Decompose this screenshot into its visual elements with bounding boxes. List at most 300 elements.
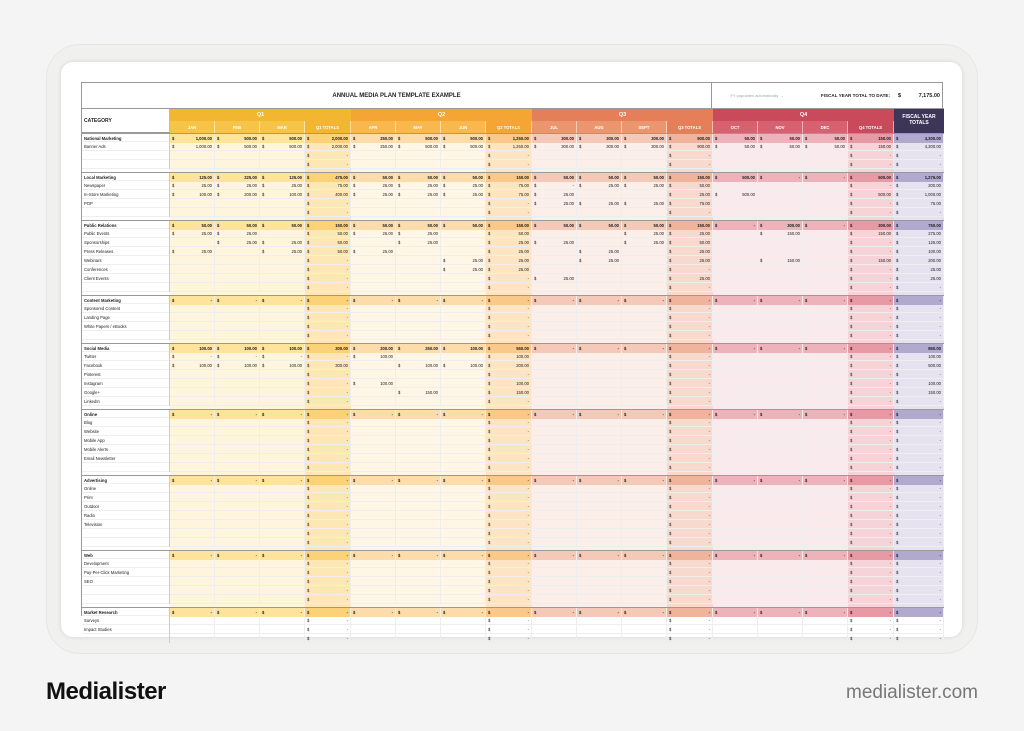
table-cell[interactable]	[486, 352, 532, 361]
table-cell[interactable]	[441, 247, 486, 256]
table-cell[interactable]	[170, 199, 215, 208]
table-cell[interactable]	[260, 511, 305, 520]
table-cell[interactable]	[622, 151, 667, 160]
table-cell[interactable]	[622, 331, 667, 340]
table-cell[interactable]	[305, 577, 351, 586]
table-cell[interactable]	[486, 304, 532, 313]
table-cell[interactable]	[260, 586, 305, 595]
table-cell[interactable]	[758, 361, 803, 370]
table-cell[interactable]	[532, 361, 577, 370]
table-cell[interactable]	[486, 151, 532, 160]
table-cell[interactable]	[532, 274, 577, 283]
row-label[interactable]	[82, 529, 170, 538]
table-cell[interactable]	[758, 265, 803, 274]
table-cell[interactable]	[441, 445, 486, 454]
table-cell[interactable]	[622, 595, 667, 604]
table-cell[interactable]	[532, 520, 577, 529]
table-cell[interactable]	[486, 265, 532, 274]
table-cell[interactable]	[577, 160, 622, 169]
table-cell[interactable]	[758, 520, 803, 529]
table-cell[interactable]	[848, 331, 894, 340]
table-cell[interactable]	[667, 493, 713, 502]
table-cell[interactable]	[848, 352, 894, 361]
table-cell[interactable]	[758, 397, 803, 406]
table-cell[interactable]	[758, 247, 803, 256]
row-label[interactable]	[82, 463, 170, 472]
table-cell[interactable]	[170, 283, 215, 292]
table-cell[interactable]	[170, 256, 215, 265]
table-cell[interactable]	[894, 454, 944, 463]
table-cell[interactable]	[532, 256, 577, 265]
table-cell[interactable]	[713, 616, 758, 625]
row-label[interactable]: Google+	[82, 388, 170, 397]
table-cell[interactable]	[305, 352, 351, 361]
table-cell[interactable]	[396, 313, 441, 322]
table-cell[interactable]	[170, 616, 215, 625]
table-cell[interactable]	[894, 568, 944, 577]
table-cell[interactable]	[305, 520, 351, 529]
table-cell[interactable]	[260, 190, 305, 199]
table-cell[interactable]	[532, 181, 577, 190]
table-cell[interactable]	[577, 388, 622, 397]
table-cell[interactable]	[260, 418, 305, 427]
table-cell[interactable]	[170, 370, 215, 379]
table-cell[interactable]	[532, 247, 577, 256]
table-cell[interactable]	[486, 529, 532, 538]
row-label[interactable]: Landing Page	[82, 313, 170, 322]
table-cell[interactable]	[577, 265, 622, 274]
table-cell[interactable]	[758, 511, 803, 520]
table-cell[interactable]	[260, 331, 305, 340]
table-cell[interactable]	[667, 436, 713, 445]
row-label[interactable]	[82, 151, 170, 160]
table-cell[interactable]	[441, 397, 486, 406]
table-cell[interactable]	[803, 484, 848, 493]
table-cell[interactable]	[441, 229, 486, 238]
table-cell[interactable]	[577, 529, 622, 538]
table-cell[interactable]	[713, 463, 758, 472]
table-cell[interactable]	[848, 388, 894, 397]
table-cell[interactable]	[486, 361, 532, 370]
table-cell[interactable]	[713, 436, 758, 445]
table-cell[interactable]	[713, 304, 758, 313]
table-cell[interactable]	[532, 331, 577, 340]
table-cell[interactable]	[215, 142, 260, 151]
table-cell[interactable]	[758, 559, 803, 568]
section-label[interactable]: Public Relations	[82, 221, 170, 230]
table-cell[interactable]	[351, 265, 396, 274]
table-cell[interactable]	[486, 436, 532, 445]
table-cell[interactable]	[396, 370, 441, 379]
table-cell[interactable]	[894, 160, 944, 169]
table-cell[interactable]	[667, 397, 713, 406]
table-cell[interactable]	[894, 493, 944, 502]
table-cell[interactable]	[848, 463, 894, 472]
table-cell[interactable]	[170, 454, 215, 463]
table-cell[interactable]	[486, 322, 532, 331]
table-cell[interactable]	[894, 199, 944, 208]
table-cell[interactable]	[215, 370, 260, 379]
table-cell[interactable]	[532, 559, 577, 568]
table-cell[interactable]	[894, 418, 944, 427]
table-cell[interactable]	[396, 229, 441, 238]
table-cell[interactable]	[803, 586, 848, 595]
table-cell[interactable]	[441, 388, 486, 397]
table-cell[interactable]	[894, 208, 944, 217]
table-cell[interactable]	[667, 445, 713, 454]
table-cell[interactable]	[667, 142, 713, 151]
table-cell[interactable]	[170, 151, 215, 160]
table-cell[interactable]	[305, 529, 351, 538]
table-cell[interactable]	[577, 142, 622, 151]
section-label[interactable]: Advertising	[82, 476, 170, 485]
table-cell[interactable]	[486, 283, 532, 292]
table-cell[interactable]	[441, 238, 486, 247]
table-cell[interactable]	[532, 388, 577, 397]
table-cell[interactable]	[170, 436, 215, 445]
table-cell[interactable]	[305, 370, 351, 379]
table-cell[interactable]	[667, 586, 713, 595]
table-cell[interactable]	[532, 634, 577, 643]
table-cell[interactable]	[848, 304, 894, 313]
table-cell[interactable]	[713, 160, 758, 169]
row-label[interactable]	[82, 538, 170, 547]
table-cell[interactable]	[577, 559, 622, 568]
table-cell[interactable]	[713, 199, 758, 208]
row-label[interactable]	[82, 586, 170, 595]
table-cell[interactable]	[894, 151, 944, 160]
table-cell[interactable]	[532, 304, 577, 313]
table-cell[interactable]	[305, 511, 351, 520]
table-cell[interactable]	[170, 625, 215, 634]
table-cell[interactable]	[396, 634, 441, 643]
table-cell[interactable]	[441, 616, 486, 625]
row-label[interactable]: In-Store Marketing	[82, 190, 170, 199]
table-cell[interactable]	[622, 142, 667, 151]
table-cell[interactable]	[667, 190, 713, 199]
row-label[interactable]: Public Events	[82, 229, 170, 238]
table-cell[interactable]	[351, 418, 396, 427]
table-cell[interactable]	[667, 538, 713, 547]
table-cell[interactable]	[758, 256, 803, 265]
table-cell[interactable]	[441, 331, 486, 340]
table-cell[interactable]	[215, 625, 260, 634]
table-cell[interactable]	[848, 484, 894, 493]
table-cell[interactable]	[667, 361, 713, 370]
table-cell[interactable]	[713, 397, 758, 406]
table-cell[interactable]	[351, 595, 396, 604]
table-cell[interactable]	[713, 238, 758, 247]
table-cell[interactable]	[532, 445, 577, 454]
table-cell[interactable]	[441, 493, 486, 502]
table-cell[interactable]	[577, 634, 622, 643]
table-cell[interactable]	[577, 511, 622, 520]
table-cell[interactable]	[305, 256, 351, 265]
table-cell[interactable]	[396, 265, 441, 274]
table-cell[interactable]	[577, 151, 622, 160]
table-cell[interactable]	[803, 538, 848, 547]
table-cell[interactable]	[894, 331, 944, 340]
table-cell[interactable]	[170, 568, 215, 577]
table-cell[interactable]	[758, 331, 803, 340]
table-cell[interactable]	[351, 463, 396, 472]
table-cell[interactable]	[848, 586, 894, 595]
table-cell[interactable]	[848, 511, 894, 520]
table-cell[interactable]	[532, 229, 577, 238]
table-cell[interactable]	[803, 331, 848, 340]
table-cell[interactable]	[260, 313, 305, 322]
table-cell[interactable]	[305, 331, 351, 340]
table-cell[interactable]	[260, 238, 305, 247]
table-cell[interactable]	[532, 322, 577, 331]
table-cell[interactable]	[894, 625, 944, 634]
row-label[interactable]: Twitter	[82, 352, 170, 361]
table-cell[interactable]	[170, 379, 215, 388]
table-cell[interactable]	[351, 493, 396, 502]
table-cell[interactable]	[532, 427, 577, 436]
table-cell[interactable]	[894, 352, 944, 361]
table-cell[interactable]	[396, 463, 441, 472]
table-cell[interactable]	[713, 151, 758, 160]
table-cell[interactable]	[351, 379, 396, 388]
table-cell[interactable]	[667, 181, 713, 190]
table-cell[interactable]	[848, 379, 894, 388]
table-cell[interactable]	[848, 265, 894, 274]
table-cell[interactable]	[351, 283, 396, 292]
table-cell[interactable]	[713, 445, 758, 454]
table-cell[interactable]	[305, 427, 351, 436]
table-cell[interactable]	[396, 322, 441, 331]
table-cell[interactable]	[622, 160, 667, 169]
table-cell[interactable]	[622, 454, 667, 463]
table-cell[interactable]	[622, 520, 667, 529]
section-label[interactable]: Content Marketing	[82, 296, 170, 305]
table-cell[interactable]	[532, 616, 577, 625]
table-cell[interactable]	[758, 142, 803, 151]
row-label[interactable]	[82, 331, 170, 340]
table-cell[interactable]	[803, 208, 848, 217]
table-cell[interactable]	[622, 397, 667, 406]
table-cell[interactable]	[396, 529, 441, 538]
table-cell[interactable]	[396, 388, 441, 397]
table-cell[interactable]	[396, 181, 441, 190]
table-cell[interactable]	[305, 238, 351, 247]
table-cell[interactable]	[486, 238, 532, 247]
table-cell[interactable]	[532, 142, 577, 151]
table-cell[interactable]	[667, 418, 713, 427]
table-cell[interactable]	[351, 427, 396, 436]
table-cell[interactable]	[351, 436, 396, 445]
table-cell[interactable]	[215, 568, 260, 577]
table-cell[interactable]	[260, 559, 305, 568]
table-cell[interactable]	[396, 238, 441, 247]
table-cell[interactable]	[351, 190, 396, 199]
table-cell[interactable]	[622, 352, 667, 361]
table-cell[interactable]	[758, 445, 803, 454]
table-cell[interactable]	[667, 454, 713, 463]
table-cell[interactable]	[351, 274, 396, 283]
table-cell[interactable]	[260, 463, 305, 472]
table-cell[interactable]	[260, 256, 305, 265]
table-cell[interactable]	[894, 238, 944, 247]
table-cell[interactable]	[713, 427, 758, 436]
table-cell[interactable]	[351, 331, 396, 340]
table-cell[interactable]	[441, 361, 486, 370]
table-cell[interactable]	[305, 388, 351, 397]
table-cell[interactable]	[577, 229, 622, 238]
table-cell[interactable]	[848, 445, 894, 454]
table-cell[interactable]	[351, 634, 396, 643]
table-cell[interactable]	[667, 559, 713, 568]
table-cell[interactable]	[486, 199, 532, 208]
table-cell[interactable]	[441, 142, 486, 151]
table-cell[interactable]	[577, 538, 622, 547]
table-cell[interactable]	[260, 151, 305, 160]
table-cell[interactable]	[667, 520, 713, 529]
table-cell[interactable]	[667, 484, 713, 493]
row-label[interactable]: Website	[82, 427, 170, 436]
table-cell[interactable]	[170, 511, 215, 520]
table-cell[interactable]	[848, 181, 894, 190]
table-cell[interactable]	[486, 559, 532, 568]
table-cell[interactable]	[260, 142, 305, 151]
table-cell[interactable]	[622, 322, 667, 331]
table-cell[interactable]	[396, 247, 441, 256]
row-label[interactable]: Sponsored Content	[82, 304, 170, 313]
table-cell[interactable]	[758, 493, 803, 502]
table-cell[interactable]	[396, 142, 441, 151]
table-cell[interactable]	[713, 322, 758, 331]
table-cell[interactable]	[803, 361, 848, 370]
table-cell[interactable]	[170, 418, 215, 427]
table-cell[interactable]	[441, 463, 486, 472]
table-cell[interactable]	[803, 625, 848, 634]
table-cell[interactable]	[351, 511, 396, 520]
row-label[interactable]: Mobile Alerts	[82, 445, 170, 454]
row-label[interactable]: Sponsorships	[82, 238, 170, 247]
table-cell[interactable]	[532, 493, 577, 502]
table-cell[interactable]	[667, 625, 713, 634]
table-cell[interactable]	[486, 454, 532, 463]
table-cell[interactable]	[622, 511, 667, 520]
table-cell[interactable]	[758, 586, 803, 595]
section-label[interactable]: Social Media	[82, 344, 170, 353]
table-cell[interactable]	[758, 313, 803, 322]
table-cell[interactable]	[305, 322, 351, 331]
table-cell[interactable]	[622, 538, 667, 547]
table-cell[interactable]	[396, 625, 441, 634]
row-label[interactable]: Print	[82, 493, 170, 502]
table-cell[interactable]	[758, 538, 803, 547]
table-cell[interactable]	[622, 484, 667, 493]
table-cell[interactable]	[351, 370, 396, 379]
table-cell[interactable]	[803, 370, 848, 379]
table-cell[interactable]	[622, 283, 667, 292]
table-cell[interactable]	[305, 304, 351, 313]
table-cell[interactable]	[532, 538, 577, 547]
table-cell[interactable]	[170, 229, 215, 238]
table-cell[interactable]	[260, 160, 305, 169]
table-cell[interactable]	[848, 313, 894, 322]
table-cell[interactable]	[803, 427, 848, 436]
table-cell[interactable]	[803, 256, 848, 265]
table-cell[interactable]	[441, 304, 486, 313]
table-cell[interactable]	[215, 313, 260, 322]
table-cell[interactable]	[894, 397, 944, 406]
table-cell[interactable]	[170, 304, 215, 313]
table-cell[interactable]	[486, 586, 532, 595]
table-cell[interactable]	[667, 265, 713, 274]
table-cell[interactable]	[803, 274, 848, 283]
table-cell[interactable]	[622, 274, 667, 283]
table-cell[interactable]	[894, 427, 944, 436]
table-cell[interactable]	[667, 427, 713, 436]
table-cell[interactable]	[848, 529, 894, 538]
table-cell[interactable]	[170, 493, 215, 502]
table-cell[interactable]	[260, 568, 305, 577]
table-cell[interactable]	[441, 190, 486, 199]
table-cell[interactable]	[215, 208, 260, 217]
table-cell[interactable]	[667, 352, 713, 361]
table-cell[interactable]	[622, 502, 667, 511]
table-cell[interactable]	[305, 463, 351, 472]
table-cell[interactable]	[486, 568, 532, 577]
row-label[interactable]: Surveys	[82, 616, 170, 625]
table-cell[interactable]	[622, 577, 667, 586]
table-cell[interactable]	[894, 520, 944, 529]
table-cell[interactable]	[758, 463, 803, 472]
table-cell[interactable]	[577, 595, 622, 604]
table-cell[interactable]	[215, 397, 260, 406]
table-cell[interactable]	[170, 238, 215, 247]
table-cell[interactable]	[441, 208, 486, 217]
table-cell[interactable]	[170, 361, 215, 370]
table-cell[interactable]	[486, 397, 532, 406]
table-cell[interactable]	[758, 181, 803, 190]
table-cell[interactable]	[622, 529, 667, 538]
table-cell[interactable]	[848, 151, 894, 160]
table-cell[interactable]	[215, 586, 260, 595]
table-cell[interactable]	[894, 586, 944, 595]
row-label[interactable]: Newspaper	[82, 181, 170, 190]
table-cell[interactable]	[170, 445, 215, 454]
table-cell[interactable]	[803, 634, 848, 643]
table-cell[interactable]	[532, 379, 577, 388]
table-cell[interactable]	[396, 199, 441, 208]
table-cell[interactable]	[894, 538, 944, 547]
table-cell[interactable]	[351, 559, 396, 568]
brand-url[interactable]: medialister.com	[846, 682, 978, 703]
table-cell[interactable]	[622, 436, 667, 445]
table-cell[interactable]	[803, 352, 848, 361]
table-cell[interactable]	[532, 199, 577, 208]
table-cell[interactable]	[532, 484, 577, 493]
table-cell[interactable]	[215, 181, 260, 190]
row-label[interactable]: Impact Studies	[82, 625, 170, 634]
table-cell[interactable]	[622, 265, 667, 274]
table-cell[interactable]	[532, 238, 577, 247]
table-cell[interactable]	[803, 397, 848, 406]
table-cell[interactable]	[260, 370, 305, 379]
table-cell[interactable]	[667, 151, 713, 160]
table-cell[interactable]	[260, 352, 305, 361]
table-cell[interactable]	[351, 313, 396, 322]
table-cell[interactable]	[713, 493, 758, 502]
table-cell[interactable]	[622, 463, 667, 472]
table-cell[interactable]	[622, 238, 667, 247]
table-cell[interactable]	[215, 229, 260, 238]
table-cell[interactable]	[713, 595, 758, 604]
